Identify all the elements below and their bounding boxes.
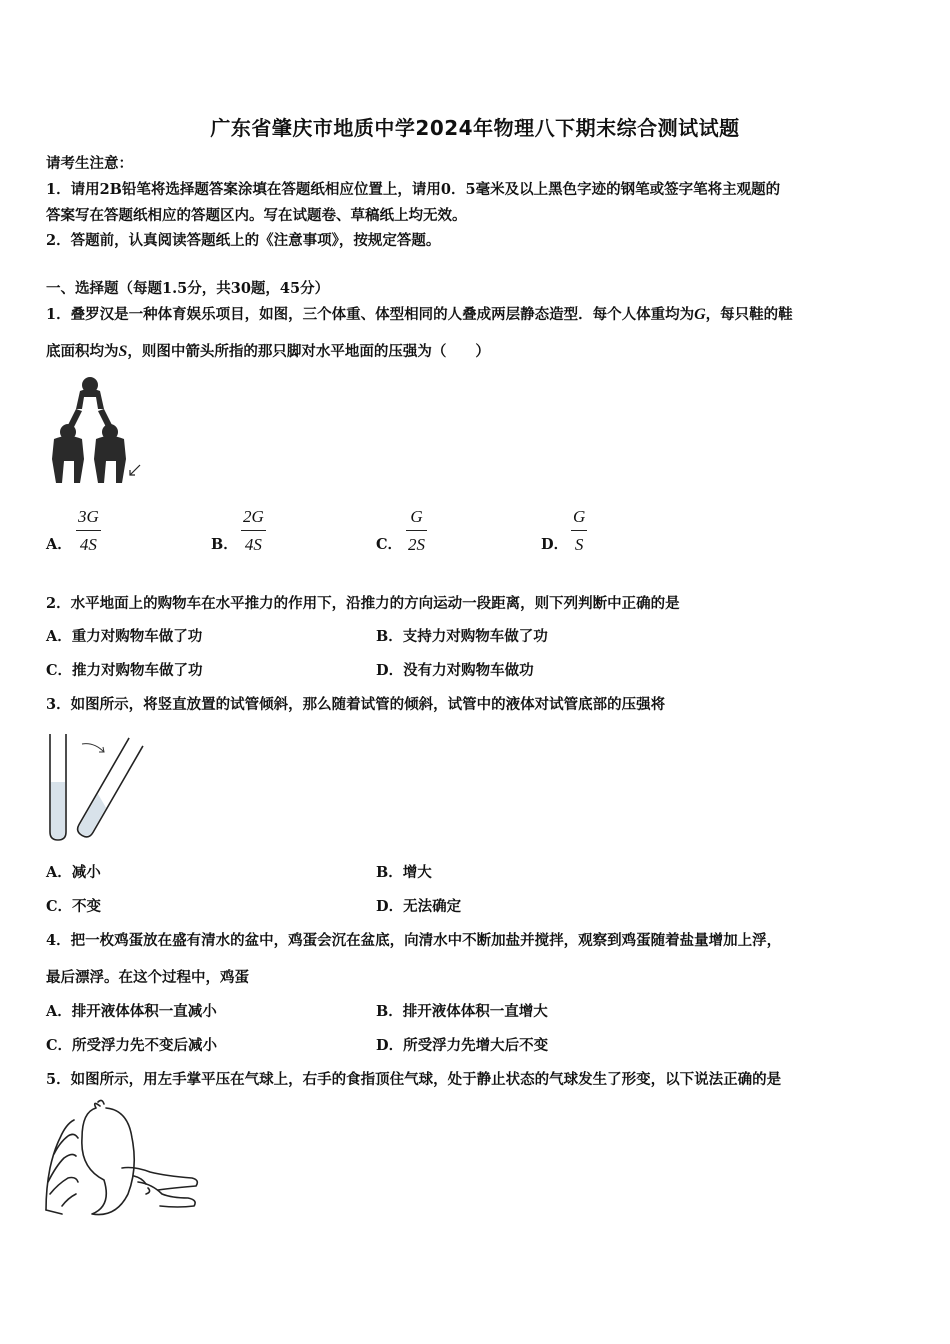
q1-option-a-fraction: 3G 4S <box>78 507 99 554</box>
q2-stem: 2．水平地面上的购物车在水平推力的作用下，沿推力的方向运动一段距离，则下列判断中正确的是 <box>46 595 680 612</box>
notice-line-1: 1．请用2B铅笔将选择题答案涂填在答题纸相应位置上，请用0．5毫米及以上黑色字迹的钢笔或签字笔将主观题的 <box>46 181 781 198</box>
q2-option-d: D．没有力对购物车做功 <box>376 662 534 679</box>
q4-stem-line-1: 4．把一枚鸡蛋放在盛有清水的盆中，鸡蛋会沉在盆底，向清水中不断加盐并搅拌，观察到鸡蛋随着盐量增加上浮， <box>46 932 782 949</box>
q4-option-b: B．排开液体体积一直增大 <box>376 1003 548 1020</box>
q3-option-a: A．减小 <box>46 864 101 881</box>
q3-figure-test-tubes <box>44 732 144 844</box>
q1-option-b-label: B． <box>211 536 238 553</box>
q1-option-a-label: A． <box>46 536 72 553</box>
q4-option-a: A．排开液体体积一直减小 <box>46 1003 217 1020</box>
section-heading: 一、选择题（每题1.5分，共30题，45分） <box>46 280 330 297</box>
q3-option-d: D．无法确定 <box>376 898 462 915</box>
q2-option-c: C．推力对购物车做了功 <box>46 662 203 679</box>
q5-stem: 5．如图所示，用左手掌平压在气球上，右手的食指顶住气球，处于静止状态的气球发生了形变，以下说法正确的是 <box>46 1071 782 1088</box>
q2-option-a: A．重力对购物车做了功 <box>46 628 203 645</box>
q3-option-c: C．不变 <box>46 898 102 915</box>
q2-option-b: B．支持力对购物车做了功 <box>376 628 548 645</box>
q4-option-d: D．所受浮力先增大后不变 <box>376 1037 549 1054</box>
page-title: 广东省肇庆市地质中学2024年物理八下期末综合测试试题 <box>210 116 740 140</box>
q5-figure-balloon-hands <box>42 1098 202 1220</box>
q1-stem-line-1: 1．叠罗汉是一种体育娱乐项目，如图，三个体重、体型相同的人叠成两层静态造型．每个人体重均为G，每只鞋的鞋 <box>46 306 793 323</box>
q1-option-d-label: D． <box>541 536 569 553</box>
q3-option-b: B．增大 <box>376 864 432 881</box>
q4-option-c: C．所受浮力先不变后减小 <box>46 1037 218 1054</box>
q1-var-s: S <box>118 343 128 360</box>
notice-heading: 请考生注意： <box>46 155 133 172</box>
q1-option-b-fraction: 2G 4S <box>243 507 264 554</box>
q4-stem-line-2: 最后漂浮。在这个过程中，鸡蛋 <box>46 969 249 986</box>
q1-option-c-fraction: G 2S <box>408 507 425 554</box>
q1-stem-line-2: 底面积均为S，则图中箭头所指的那只脚对水平地面的压强为（ ） <box>46 343 490 360</box>
q1-option-c-label: C． <box>376 536 403 553</box>
q1-option-d-fraction: G S <box>573 507 586 554</box>
notice-line-3: 2．答题前，认真阅读答题纸上的《注意事项》，按规定答题。 <box>46 232 441 249</box>
q1-figure-human-pyramid <box>44 375 144 487</box>
notice-line-2: 答案写在答题纸相应的答题区内。写在试题卷、草稿纸上均无效。 <box>46 207 467 224</box>
q3-stem: 3．如图所示，将竖直放置的试管倾斜，那么随着试管的倾斜，试管中的液体对试管底部的压强将 <box>46 696 666 713</box>
q1-var-g: G <box>694 306 706 323</box>
